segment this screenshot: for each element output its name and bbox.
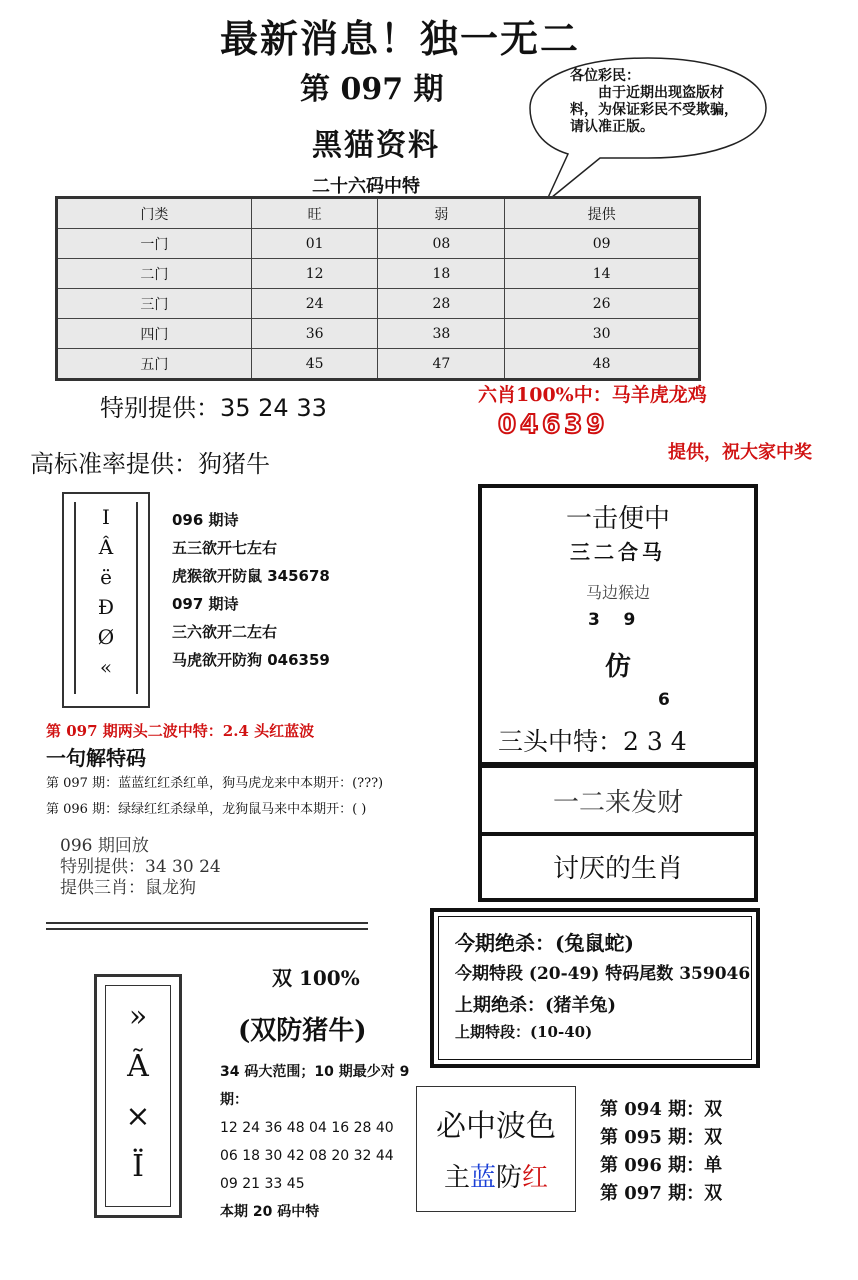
table-cell: 四门 [57,319,252,349]
range-line: 06 18 30 42 08 20 32 44 [220,1148,394,1164]
table-cell: 三门 [57,289,252,319]
table-cell: 28 [378,289,505,319]
wave-main: 主 [443,1163,470,1193]
kill-box-inner [438,916,752,1060]
one-hit-sub: 三二合马 [570,540,666,564]
red-number: 04639 [498,410,609,440]
double-100: 双 100% [272,966,360,990]
table-cell: 24 [251,289,378,319]
fortune-box [478,764,758,836]
table-cell: 01 [251,229,378,259]
hate-box [478,832,758,902]
table-header: 弱 [378,198,505,229]
table-cell: 30 [505,319,700,349]
scroll-frame [62,492,150,708]
poem-line: 三六欲开二左右 [172,623,278,641]
odd-even-history [600,1096,722,1208]
page-title: 最新消息！独一无二 [219,16,580,61]
two-wave-line: 第 097 期两头二波中特：2.4 头红蓝波 [46,722,315,740]
scroll-glyph: Â [98,535,114,559]
one-sentence-title: 一句解特码 [46,746,146,770]
speech-bubble [528,56,768,156]
recap-line: 特别提供：34 30 24 [60,857,221,877]
one-hit-number: 6 [658,690,670,710]
table-row [57,289,700,319]
double-divider [46,922,368,930]
one-hit-box [478,484,758,766]
table-cell: 09 [505,229,700,259]
wave-red: 红 [522,1163,549,1193]
one-hit-numbers: 3 9 [588,610,636,630]
six-zodiac-line: 六肖100%中：马羊虎龙鸡 [478,384,707,406]
segment-previous: 上期特段：(10-40) [455,1023,593,1041]
segment-current: 今期特段 (20-49) 特码尾数 359046 [455,964,751,984]
table-cell: 二门 [57,259,252,289]
range-line: 12 24 36 48 04 16 28 40 [220,1120,394,1136]
table-header: 旺 [251,198,378,229]
wave-title: 必中波色 [436,1109,556,1144]
table-subtitle: 二十六码中特 [312,176,420,197]
riddle-097: 第 097 期：蓝蓝红红杀红单，狗马虎龙来中本期开：(???) [46,776,384,791]
special-offer: 特别提供：35 24 33 [100,394,327,422]
poem-line: 虎猴欲开防鼠 345678 [172,567,330,585]
history-item: 第 097 期：双 [600,1183,723,1204]
table-row [57,259,700,289]
table-cell: 18 [378,259,505,289]
wish-text: 提供，祝大家中奖 [668,442,812,463]
vertical-glyph: Ã [127,1049,149,1084]
table-cell: 14 [505,259,700,289]
poem-line: 马虎欲开防狗 046359 [172,651,330,669]
scroll-glyph: « [99,655,113,679]
table-cell: 36 [251,319,378,349]
guard-pig-ox: (双防猪牛) [238,1016,367,1046]
recap-line: 096 期回放 [60,836,149,856]
table-cell: 38 [378,319,505,349]
table-cell: 48 [505,349,700,380]
history-item: 第 096 期：单 [600,1155,723,1176]
vertical-glyph: » [128,999,148,1034]
table-cell: 08 [378,229,505,259]
one-hit-title: 一击便中 [565,504,670,534]
table-header-row [57,198,700,229]
scroll-glyph: Ð [97,595,115,619]
table-row [57,349,700,380]
category-title: 黑猫资料 [312,128,440,163]
bubble-greeting: 各位彩民： [570,68,640,84]
recap-block [60,836,221,899]
scroll-glyph: ë [100,565,112,589]
history-item: 第 094 期：双 [600,1099,723,1120]
scroll-glyph: I [102,505,110,529]
history-item: 第 095 期：双 [600,1127,723,1148]
table-cell: 47 [378,349,505,380]
kill-current: 今期绝杀：(兔鼠蛇) [455,931,634,955]
high-rate-line: 高标准率提供：狗猪牛 [30,450,270,478]
wave-blue: 蓝 [469,1163,496,1193]
fortune-text: 一二来发财 [552,788,683,818]
table-cell: 一门 [57,229,252,259]
bubble-message: 由于近期出现盗版材料，为保证彩民不受欺骗，请认准正版。 [570,85,738,135]
table-cell: 12 [251,259,378,289]
wave-main-line [417,1157,575,1194]
vertical-glyphs [105,985,171,1207]
range-head: 34 码大范围；10 期最少对 9 期： [220,1064,410,1108]
riddle-096: 第 096 期：绿绿红红杀绿单，龙狗鼠马来中本期开：( ) [46,802,367,817]
table-header: 提供 [505,198,700,229]
scroll-glyphs [74,502,138,694]
one-hit-char: 仿 [604,652,631,682]
scroll-glyph: Ø [97,625,115,649]
table-row [57,229,700,259]
wave-color-box [416,1086,576,1212]
door-table [55,196,701,381]
range-line: 09 21 33 45 [220,1176,305,1192]
one-hit-hint: 马边猴边 [585,583,650,602]
poem-block [172,506,330,674]
kill-previous: 上期绝杀：(猪羊兔) [455,995,617,1016]
vertical-frame [94,974,182,1218]
poem-line: 097 期诗 [172,595,239,613]
table-cell: 五门 [57,349,252,380]
table-row [57,319,700,349]
vertical-glyph: × [125,1099,151,1134]
wave-guard: 防 [496,1163,523,1193]
vertical-glyph: Ï [132,1149,144,1184]
poem-line: 096 期诗 [172,511,239,529]
table-header: 门类 [57,198,252,229]
table-cell: 26 [505,289,700,319]
poem-line: 五三欲开七左右 [172,539,278,557]
issue-number: 第 097 期 [300,72,444,107]
kill-box [430,908,760,1068]
table-cell: 45 [251,349,378,380]
recap-line: 提供三肖：鼠龙狗 [60,878,196,898]
three-heads: 三头中特：2 3 4 [498,727,687,756]
hate-text: 讨厌的生肖 [552,854,683,884]
range-note: 本期 20 码中特 [220,1204,320,1220]
range-block [220,1058,412,1226]
